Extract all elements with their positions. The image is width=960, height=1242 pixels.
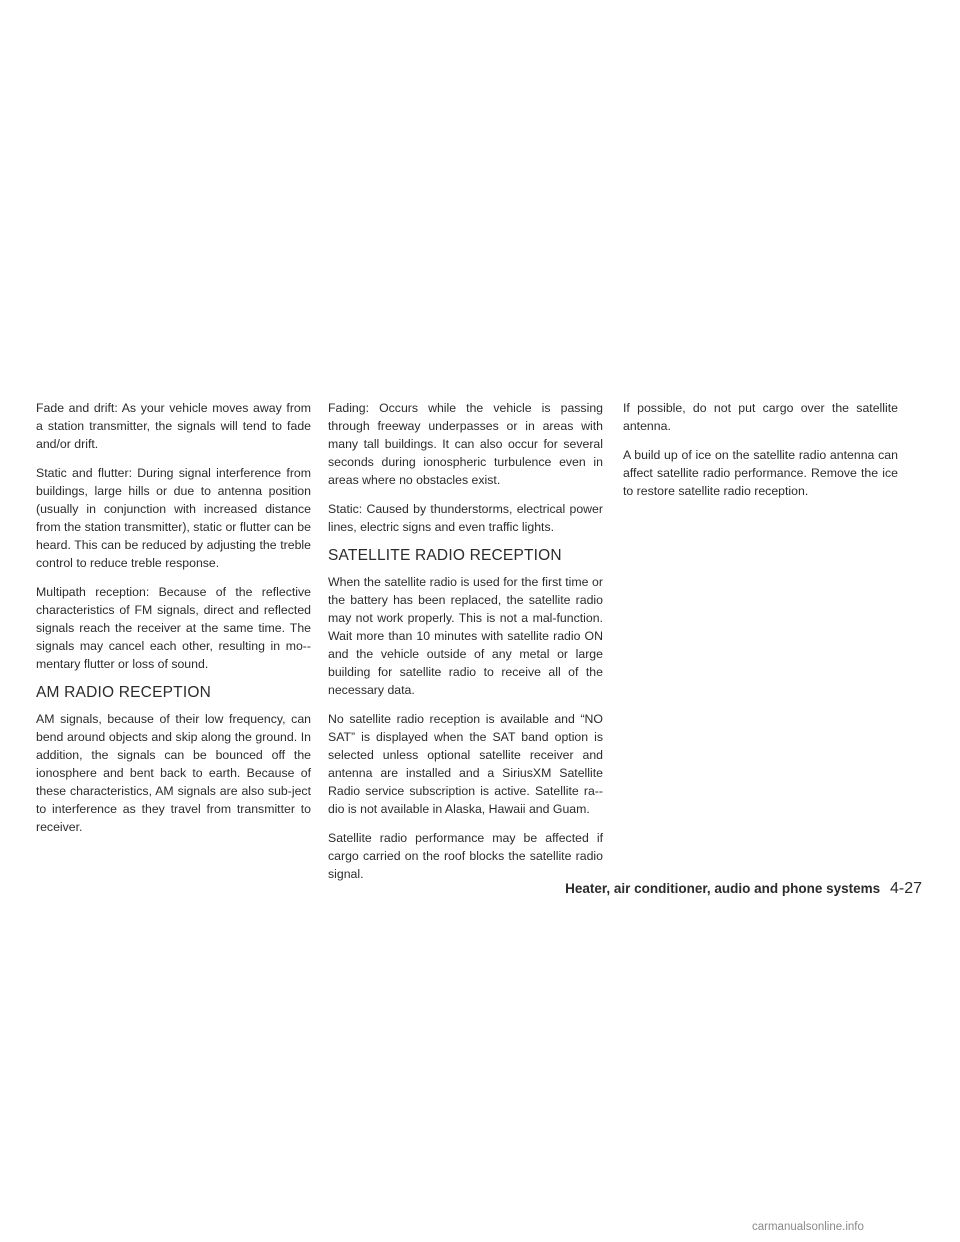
page-number: 4-27 [889, 880, 922, 897]
paragraph: Multipath reception: Because of the reflective characteristics of FM signals, direct and reflected signals reach the receiver at the same time. The signals may cancel each other, resulting in mo-mentary flutter or loss of sound. [36, 585, 311, 671]
paragraph: Static and flutter: During signal interference from buildings, large hills or due to antenna position (usually in conjunction with increased distance from the station transmitter), static or flutter can be heard. This can be reduced by adjusting the treble control to reduce treble response. [36, 466, 311, 570]
site-watermark[interactable]: carmanualsonline.info [752, 1221, 864, 1233]
paragraph: If possible, do not put cargo over the satellite antenna. [623, 401, 898, 433]
paragraph: Static: Caused by thunderstorms, electrical power lines, electric signs and even traffic lights. [328, 502, 603, 534]
text-column-2 [328, 399, 603, 894]
paragraph: Fading: Occurs while the vehicle is passing through freeway underpasses or in areas with many tall buildings. It can also occur for several seconds during ionospheric turbulence even in areas where no obstacles exist. [328, 401, 603, 487]
text-column-3 [623, 399, 898, 511]
paragraph: Fade and drift: As your vehicle moves away from a station transmitter, the signals will tend to fade and/or drift. [36, 401, 311, 451]
footer-section-title: Heater, air conditioner, audio and phone systems [565, 881, 881, 896]
paragraph: A build up of ice on the satellite radio antenna can affect satellite radio performance. Remove the ice to restore satellite radio reception. [623, 448, 898, 498]
paragraph: AM signals, because of their low frequency, can bend around objects and skip along the ground. In addition, the signals can be bounced off the ionosphere and bent back to earth. Because of these characteristics, AM signals are also sub-ject to interference as they travel from transmitter to receiver. [36, 712, 311, 834]
text-column-1 [36, 399, 311, 847]
section-heading: AM RADIO RECEPTION [36, 684, 211, 701]
page-footer [565, 880, 922, 898]
section-heading: SATELLITE RADIO RECEPTION [328, 547, 562, 564]
paragraph: When the satellite radio is used for the first time or the battery has been replaced, the satellite radio may not work properly. This is not a mal-function. Wait more than 10 minutes with satellite radio ON and the vehicle outside of any metal or large building for satellite radio to receive all of the necessary data. [328, 575, 603, 697]
paragraph: Satellite radio performance may be affected if cargo carried on the roof blocks the satellite radio signal. [328, 831, 603, 881]
paragraph: No satellite radio reception is available and “NO SAT” is displayed when the SAT band option is selected unless optional satellite receiver and antenna are installed and a SiriusXM Satellite Radio service subscription is active. Satellite ra-dio is not available in Alaska, Hawaii and Guam. [328, 712, 603, 816]
